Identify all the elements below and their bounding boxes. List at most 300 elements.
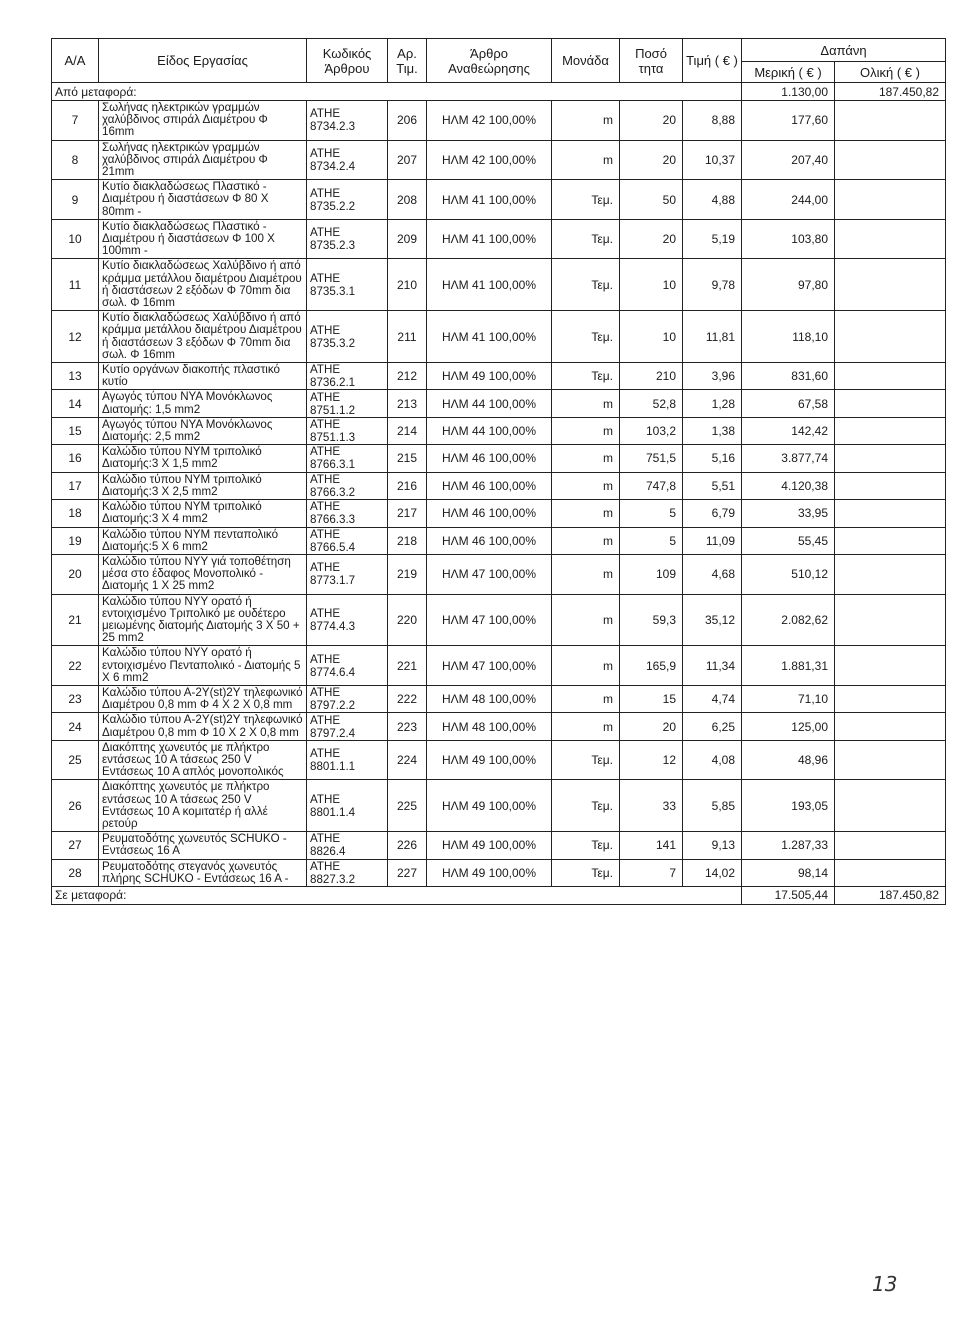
- row-ar-tim: 211: [388, 311, 427, 363]
- row-poso: 10: [620, 311, 683, 363]
- row-arthro: ΗΛΜ 41 100,00%: [427, 259, 552, 311]
- row-meriki: 1.881,31: [742, 646, 835, 686]
- row-poso: 751,5: [620, 445, 683, 472]
- row-oliki: [835, 500, 946, 527]
- row-aa: 26: [52, 780, 99, 832]
- row-code-number: 8827.3.2: [310, 872, 356, 886]
- row-code-number: 8766.5.4: [310, 540, 356, 554]
- table-row: [52, 594, 946, 646]
- row-description: Κυτίο διακλαδώσεως Χαλύβδινο ή από κράμμα μετάλλου διαμέτρου Διαμέτρου ή διαστάσεων 2 εξόδων Φ 70mm δια σωλ. Φ 16mm: [99, 259, 307, 311]
- col-timi: Τιμή ( € ): [683, 39, 742, 83]
- page-number: 13: [872, 1272, 898, 1296]
- row-code: [307, 445, 388, 472]
- row-timi: 4,08: [683, 740, 742, 780]
- row-poso: 109: [620, 554, 683, 594]
- row-code-number: 8773.1.7: [310, 574, 356, 588]
- row-code-number: 8735.3.2: [310, 336, 356, 350]
- row-code-prefix: ΑΤΗΕ: [310, 472, 341, 486]
- row-code-number: 8735.3.1: [310, 284, 356, 298]
- row-poso: 165,9: [620, 646, 683, 686]
- row-poso: 7: [620, 859, 683, 886]
- row-code-number: 8736.2.1: [310, 376, 356, 390]
- carry-out-meriki: 17.505,44: [742, 886, 835, 904]
- row-aa: 25: [52, 740, 99, 780]
- row-code-number: 8774.6.4: [310, 665, 356, 679]
- row-description: Καλώδιο τύπου Α-2Υ(st)2Υ τηλεφωνικό Διαμέτρου 0,8 mm Φ 4 Χ 2 Χ 0,8 mm: [99, 685, 307, 712]
- row-code: [307, 180, 388, 220]
- row-code-number: 8766.3.2: [310, 485, 356, 499]
- row-meriki: 103,80: [742, 219, 835, 259]
- table-row: [52, 646, 946, 686]
- row-monada: m: [552, 594, 620, 646]
- row-timi: 1,28: [683, 390, 742, 417]
- row-aa: 20: [52, 554, 99, 594]
- row-monada: Τεμ.: [552, 832, 620, 859]
- row-oliki: [835, 859, 946, 886]
- row-code: [307, 417, 388, 444]
- row-meriki: 3.877,74: [742, 445, 835, 472]
- row-code-prefix: ΑΤΗΕ: [310, 792, 341, 806]
- row-monada: m: [552, 685, 620, 712]
- row-aa: 27: [52, 832, 99, 859]
- row-description: Σωλήνας ηλεκτρικών γραμμών χαλύβδινος σπιράλ Διαμέτρου Φ 16mm: [99, 101, 307, 141]
- table-row: [52, 740, 946, 780]
- row-ar-tim: 225: [388, 780, 427, 832]
- row-monada: m: [552, 500, 620, 527]
- row-monada: Τεμ.: [552, 219, 620, 259]
- table-row: [52, 363, 946, 390]
- carry-in-oliki: 187.450,82: [835, 83, 946, 101]
- row-code: [307, 780, 388, 832]
- row-poso: 20: [620, 101, 683, 141]
- row-timi: 3,96: [683, 363, 742, 390]
- row-meriki: 510,12: [742, 554, 835, 594]
- carry-out-label: Σε μεταφορά:: [52, 886, 742, 904]
- row-code: [307, 646, 388, 686]
- row-code: [307, 713, 388, 740]
- row-timi: 4,68: [683, 554, 742, 594]
- row-description: Διακόπτης χωνευτός με πλήκτρο εντάσεως 10 Α τάσεως 250 V Εντάσεως 10 Α απλός μονοπολικός: [99, 740, 307, 780]
- budget-table: [51, 38, 946, 905]
- row-timi: 11,09: [683, 527, 742, 554]
- row-code-prefix: ΑΤΗΕ: [310, 747, 341, 761]
- row-oliki: [835, 445, 946, 472]
- row-code-prefix: ΑΤΗΕ: [310, 445, 341, 459]
- table-row: [52, 140, 946, 180]
- row-code-prefix: ΑΤΗΕ: [310, 186, 341, 200]
- row-code: [307, 594, 388, 646]
- row-code-number: 8797.2.2: [310, 699, 356, 713]
- col-poso: Ποσό τητα: [620, 39, 683, 83]
- table-row: [52, 180, 946, 220]
- table-row: [52, 685, 946, 712]
- table-row: [52, 101, 946, 141]
- row-code-number: 8751.1.2: [310, 403, 356, 417]
- row-code-number: 8735.2.3: [310, 239, 356, 253]
- row-monada: Τεμ.: [552, 363, 620, 390]
- row-poso: 15: [620, 685, 683, 712]
- col-ar-tim: Αρ. Τιμ.: [388, 39, 427, 83]
- carry-out-oliki: 187.450,82: [835, 886, 946, 904]
- row-arthro: ΗΛΜ 42 100,00%: [427, 140, 552, 180]
- row-poso: 5: [620, 500, 683, 527]
- row-meriki: 4.120,38: [742, 472, 835, 499]
- row-description: Καλώδιο τύπου ΝΥΥ ορατό ή εντοιχισμένο Τριπολικό με ουδέτερο μειωμένης διατομής Διατομής 3 Χ 50 + 25 mm2: [99, 594, 307, 646]
- row-meriki: 67,58: [742, 390, 835, 417]
- row-meriki: 118,10: [742, 311, 835, 363]
- col-eidos: Είδος Εργασίας: [99, 39, 307, 83]
- row-oliki: [835, 527, 946, 554]
- row-code-prefix: ΑΤΗΕ: [310, 686, 341, 700]
- row-oliki: [835, 472, 946, 499]
- row-ar-tim: 221: [388, 646, 427, 686]
- row-oliki: [835, 259, 946, 311]
- row-arthro: ΗΛΜ 49 100,00%: [427, 780, 552, 832]
- row-code-prefix: ΑΤΗΕ: [310, 271, 341, 285]
- row-aa: 24: [52, 713, 99, 740]
- row-arthro: ΗΛΜ 44 100,00%: [427, 417, 552, 444]
- row-meriki: 831,60: [742, 363, 835, 390]
- carry-in-meriki: 1.130,00: [742, 83, 835, 101]
- row-monada: m: [552, 472, 620, 499]
- row-code-prefix: ΑΤΗΕ: [310, 418, 341, 432]
- row-meriki: 193,05: [742, 780, 835, 832]
- row-code-prefix: ΑΤΗΕ: [310, 561, 341, 575]
- row-code-number: 8766.3.1: [310, 458, 356, 472]
- row-ar-tim: 217: [388, 500, 427, 527]
- row-poso: 59,3: [620, 594, 683, 646]
- row-timi: 5,19: [683, 219, 742, 259]
- row-code: [307, 500, 388, 527]
- row-aa: 12: [52, 311, 99, 363]
- row-code-number: 8774.4.3: [310, 619, 356, 633]
- row-monada: Τεμ.: [552, 740, 620, 780]
- row-oliki: [835, 363, 946, 390]
- row-timi: 6,79: [683, 500, 742, 527]
- row-arthro: ΗΛΜ 41 100,00%: [427, 180, 552, 220]
- row-monada: m: [552, 390, 620, 417]
- table-row: [52, 219, 946, 259]
- row-oliki: [835, 780, 946, 832]
- row-code: [307, 363, 388, 390]
- row-monada: Τεμ.: [552, 311, 620, 363]
- row-aa: 21: [52, 594, 99, 646]
- table-row: [52, 472, 946, 499]
- row-poso: 10: [620, 259, 683, 311]
- row-meriki: 48,96: [742, 740, 835, 780]
- row-arthro: ΗΛΜ 44 100,00%: [427, 390, 552, 417]
- table-row: [52, 259, 946, 311]
- row-aa: 8: [52, 140, 99, 180]
- row-arthro: ΗΛΜ 41 100,00%: [427, 311, 552, 363]
- col-aa: Α/Α: [52, 39, 99, 83]
- row-code: [307, 390, 388, 417]
- row-arthro: ΗΛΜ 46 100,00%: [427, 527, 552, 554]
- row-code-number: 8734.2.3: [310, 120, 356, 134]
- col-arthro: Άρθρο Αναθεώρησης: [427, 39, 552, 83]
- row-ar-tim: 219: [388, 554, 427, 594]
- row-timi: 5,16: [683, 445, 742, 472]
- row-aa: 18: [52, 500, 99, 527]
- row-code-prefix: ΑΤΗΕ: [310, 323, 341, 337]
- row-arthro: ΗΛΜ 41 100,00%: [427, 219, 552, 259]
- row-poso: 20: [620, 713, 683, 740]
- row-ar-tim: 218: [388, 527, 427, 554]
- row-description: Καλώδιο τύπου ΝΥΜ πενταπολικό Διατομής:5 Χ 6 mm2: [99, 527, 307, 554]
- row-arthro: ΗΛΜ 48 100,00%: [427, 685, 552, 712]
- col-monada: Μονάδα: [552, 39, 620, 83]
- row-timi: 4,74: [683, 685, 742, 712]
- row-ar-tim: 216: [388, 472, 427, 499]
- row-description: Καλώδιο τύπου Α-2Υ(st)2Υ τηλεφωνικό Διαμέτρου 0,8 mm Φ 10 Χ 2 Χ 0,8 mm: [99, 713, 307, 740]
- row-monada: m: [552, 527, 620, 554]
- row-ar-tim: 214: [388, 417, 427, 444]
- row-oliki: [835, 140, 946, 180]
- row-meriki: 1.287,33: [742, 832, 835, 859]
- row-code-prefix: ΑΤΗΕ: [310, 713, 341, 727]
- row-timi: 11,81: [683, 311, 742, 363]
- row-timi: 8,88: [683, 101, 742, 141]
- row-description: Καλώδιο τύπου ΝΥΥ ορατό ή εντοιχισμένο Πενταπολικό - Διατομής 5 Χ 6 mm2: [99, 646, 307, 686]
- row-description: Κυτίο οργάνων διακοπής πλαστικό κυτίο: [99, 363, 307, 390]
- row-poso: 20: [620, 140, 683, 180]
- row-code-prefix: ΑΤΗΕ: [310, 390, 341, 404]
- row-meriki: 97,80: [742, 259, 835, 311]
- row-description: Καλώδιο τύπου ΝΥΜ τριπολικό Διατομής:3 Χ 4 mm2: [99, 500, 307, 527]
- row-timi: 35,12: [683, 594, 742, 646]
- row-oliki: [835, 219, 946, 259]
- row-code: [307, 554, 388, 594]
- row-ar-tim: 210: [388, 259, 427, 311]
- row-monada: m: [552, 646, 620, 686]
- row-meriki: 177,60: [742, 101, 835, 141]
- row-monada: m: [552, 140, 620, 180]
- row-code-number: 8735.2.2: [310, 199, 356, 213]
- row-code-prefix: ΑΤΗΕ: [310, 606, 341, 620]
- row-oliki: [835, 311, 946, 363]
- row-monada: Τεμ.: [552, 859, 620, 886]
- row-ar-tim: 224: [388, 740, 427, 780]
- row-meriki: 98,14: [742, 859, 835, 886]
- row-oliki: [835, 685, 946, 712]
- row-ar-tim: 208: [388, 180, 427, 220]
- row-code: [307, 859, 388, 886]
- row-timi: 1,38: [683, 417, 742, 444]
- row-timi: 10,37: [683, 140, 742, 180]
- row-timi: 9,13: [683, 832, 742, 859]
- row-ar-tim: 209: [388, 219, 427, 259]
- row-ar-tim: 227: [388, 859, 427, 886]
- row-timi: 5,85: [683, 780, 742, 832]
- row-arthro: ΗΛΜ 46 100,00%: [427, 445, 552, 472]
- row-oliki: [835, 417, 946, 444]
- row-poso: 12: [620, 740, 683, 780]
- row-arthro: ΗΛΜ 49 100,00%: [427, 832, 552, 859]
- row-aa: 28: [52, 859, 99, 886]
- row-code-prefix: ΑΤΗΕ: [310, 500, 341, 514]
- row-meriki: 142,42: [742, 417, 835, 444]
- row-aa: 16: [52, 445, 99, 472]
- row-oliki: [835, 646, 946, 686]
- row-code: [307, 259, 388, 311]
- table-row: [52, 859, 946, 886]
- row-code: [307, 219, 388, 259]
- row-arthro: ΗΛΜ 47 100,00%: [427, 594, 552, 646]
- row-ar-tim: 212: [388, 363, 427, 390]
- row-meriki: 125,00: [742, 713, 835, 740]
- row-timi: 9,78: [683, 259, 742, 311]
- row-code: [307, 527, 388, 554]
- row-code-number: 8826.4: [310, 845, 346, 859]
- row-code: [307, 311, 388, 363]
- row-aa: 10: [52, 219, 99, 259]
- row-code-number: 8751.1.3: [310, 431, 356, 445]
- row-code: [307, 832, 388, 859]
- row-aa: 13: [52, 363, 99, 390]
- row-monada: m: [552, 417, 620, 444]
- row-description: Αγωγός τύπου ΝΥΑ Μονόκλωνος Διατομής: 2,5 mm2: [99, 417, 307, 444]
- row-description: Καλώδιο τύπου ΝΥΜ τριπολικό Διατομής:3 Χ 2,5 mm2: [99, 472, 307, 499]
- row-meriki: 2.082,62: [742, 594, 835, 646]
- row-timi: 11,34: [683, 646, 742, 686]
- row-code: [307, 140, 388, 180]
- row-code: [307, 472, 388, 499]
- row-code-prefix: ΑΤΗΕ: [310, 146, 341, 160]
- row-monada: Τεμ.: [552, 780, 620, 832]
- row-description: Διακόπτης χωνευτός με πλήκτρο εντάσεως 10 Α τάσεως 250 V Εντάσεως 10 Α κομιτατέρ ή αλλέ ρετούρ: [99, 780, 307, 832]
- row-code-prefix: ΑΤΗΕ: [310, 107, 341, 121]
- row-arthro: ΗΛΜ 49 100,00%: [427, 740, 552, 780]
- row-meriki: 207,40: [742, 140, 835, 180]
- row-description: Καλώδιο τύπου ΝΥΜ τριπολικό Διατομής:3 Χ 1,5 mm2: [99, 445, 307, 472]
- row-poso: 103,2: [620, 417, 683, 444]
- row-code-number: 8734.2.4: [310, 159, 356, 173]
- row-ar-tim: 226: [388, 832, 427, 859]
- col-meriki: Μερική ( € ): [742, 62, 835, 83]
- table-row: [52, 417, 946, 444]
- row-code: [307, 101, 388, 141]
- carry-in-label: Από μεταφορά:: [52, 83, 742, 101]
- row-oliki: [835, 180, 946, 220]
- row-poso: 141: [620, 832, 683, 859]
- table-row: [52, 832, 946, 859]
- table-row: [52, 500, 946, 527]
- row-code: [307, 685, 388, 712]
- row-monada: Τεμ.: [552, 259, 620, 311]
- row-description: Κυτίο διακλαδώσεως Πλαστικό - Διαμέτρου ή διαστάσεων Φ 100 Χ 100mm -: [99, 219, 307, 259]
- table-row: [52, 390, 946, 417]
- row-arthro: ΗΛΜ 49 100,00%: [427, 363, 552, 390]
- row-ar-tim: 215: [388, 445, 427, 472]
- row-description: Ρευματοδότης στεγανός χωνευτός πλήρης SCHUKO - Εντάσεως 16 Α -: [99, 859, 307, 886]
- row-aa: 15: [52, 417, 99, 444]
- row-meriki: 33,95: [742, 500, 835, 527]
- row-oliki: [835, 740, 946, 780]
- table-row: [52, 713, 946, 740]
- row-oliki: [835, 832, 946, 859]
- table-row: [52, 527, 946, 554]
- table-row: [52, 311, 946, 363]
- row-code-prefix: ΑΤΗΕ: [310, 859, 341, 873]
- row-arthro: ΗΛΜ 42 100,00%: [427, 101, 552, 141]
- row-poso: 747,8: [620, 472, 683, 499]
- row-code-prefix: ΑΤΗΕ: [310, 652, 341, 666]
- row-arthro: ΗΛΜ 46 100,00%: [427, 500, 552, 527]
- row-code-prefix: ΑΤΗΕ: [310, 527, 341, 541]
- row-arthro: ΗΛΜ 49 100,00%: [427, 859, 552, 886]
- table-row: [52, 780, 946, 832]
- row-ar-tim: 206: [388, 101, 427, 141]
- row-aa: 14: [52, 390, 99, 417]
- carry-out-row: [52, 886, 946, 904]
- budget-sheet: [51, 38, 945, 905]
- row-description: Καλώδιο τύπου ΝΥΥ γιά τοποθέτηση μέσα στο έδαφος Μονοπολικό - Διατομής 1 Χ 25 mm2: [99, 554, 307, 594]
- row-timi: 5,51: [683, 472, 742, 499]
- table-row: [52, 554, 946, 594]
- row-timi: 6,25: [683, 713, 742, 740]
- row-timi: 4,88: [683, 180, 742, 220]
- row-aa: 9: [52, 180, 99, 220]
- row-meriki: 55,45: [742, 527, 835, 554]
- table-body: [52, 83, 946, 887]
- row-code-prefix: ΑΤΗΕ: [310, 832, 341, 846]
- row-description: Ρευματοδότης χωνευτός SCHUKO - Εντάσεως 16 Α: [99, 832, 307, 859]
- col-kodikos: Κωδικός Άρθρου: [307, 39, 388, 83]
- row-aa: 17: [52, 472, 99, 499]
- row-arthro: ΗΛΜ 47 100,00%: [427, 646, 552, 686]
- row-oliki: [835, 101, 946, 141]
- row-aa: 19: [52, 527, 99, 554]
- row-meriki: 244,00: [742, 180, 835, 220]
- row-timi: 14,02: [683, 859, 742, 886]
- row-description: Αγωγός τύπου ΝΥΑ Μονόκλωνος Διατομής: 1,5 mm2: [99, 390, 307, 417]
- row-poso: 33: [620, 780, 683, 832]
- row-ar-tim: 213: [388, 390, 427, 417]
- row-poso: 210: [620, 363, 683, 390]
- row-ar-tim: 222: [388, 685, 427, 712]
- row-poso: 20: [620, 219, 683, 259]
- row-ar-tim: 220: [388, 594, 427, 646]
- row-code: [307, 740, 388, 780]
- row-aa: 11: [52, 259, 99, 311]
- row-monada: Τεμ.: [552, 180, 620, 220]
- row-aa: 7: [52, 101, 99, 141]
- row-ar-tim: 223: [388, 713, 427, 740]
- row-code-number: 8801.1.4: [310, 805, 356, 819]
- row-aa: 22: [52, 646, 99, 686]
- row-meriki: 71,10: [742, 685, 835, 712]
- row-oliki: [835, 713, 946, 740]
- row-arthro: ΗΛΜ 46 100,00%: [427, 472, 552, 499]
- row-code-number: 8801.1.1: [310, 760, 356, 774]
- row-aa: 23: [52, 685, 99, 712]
- row-description: Σωλήνας ηλεκτρικών γραμμών χαλύβδινος σπιράλ Διαμέτρου Φ 21mm: [99, 140, 307, 180]
- row-ar-tim: 207: [388, 140, 427, 180]
- carry-in-row: [52, 83, 946, 101]
- table-row: [52, 445, 946, 472]
- row-description: Κυτίο διακλαδώσεως Πλαστικό - Διαμέτρου ή διαστάσεων Φ 80 Χ 80mm -: [99, 180, 307, 220]
- row-arthro: ΗΛΜ 47 100,00%: [427, 554, 552, 594]
- row-oliki: [835, 594, 946, 646]
- row-poso: 5: [620, 527, 683, 554]
- row-code-number: 8766.3.3: [310, 513, 356, 527]
- row-monada: m: [552, 554, 620, 594]
- row-oliki: [835, 390, 946, 417]
- row-code-prefix: ΑΤΗΕ: [310, 363, 341, 377]
- col-oliki: Ολική ( € ): [835, 62, 946, 83]
- row-oliki: [835, 554, 946, 594]
- row-monada: m: [552, 713, 620, 740]
